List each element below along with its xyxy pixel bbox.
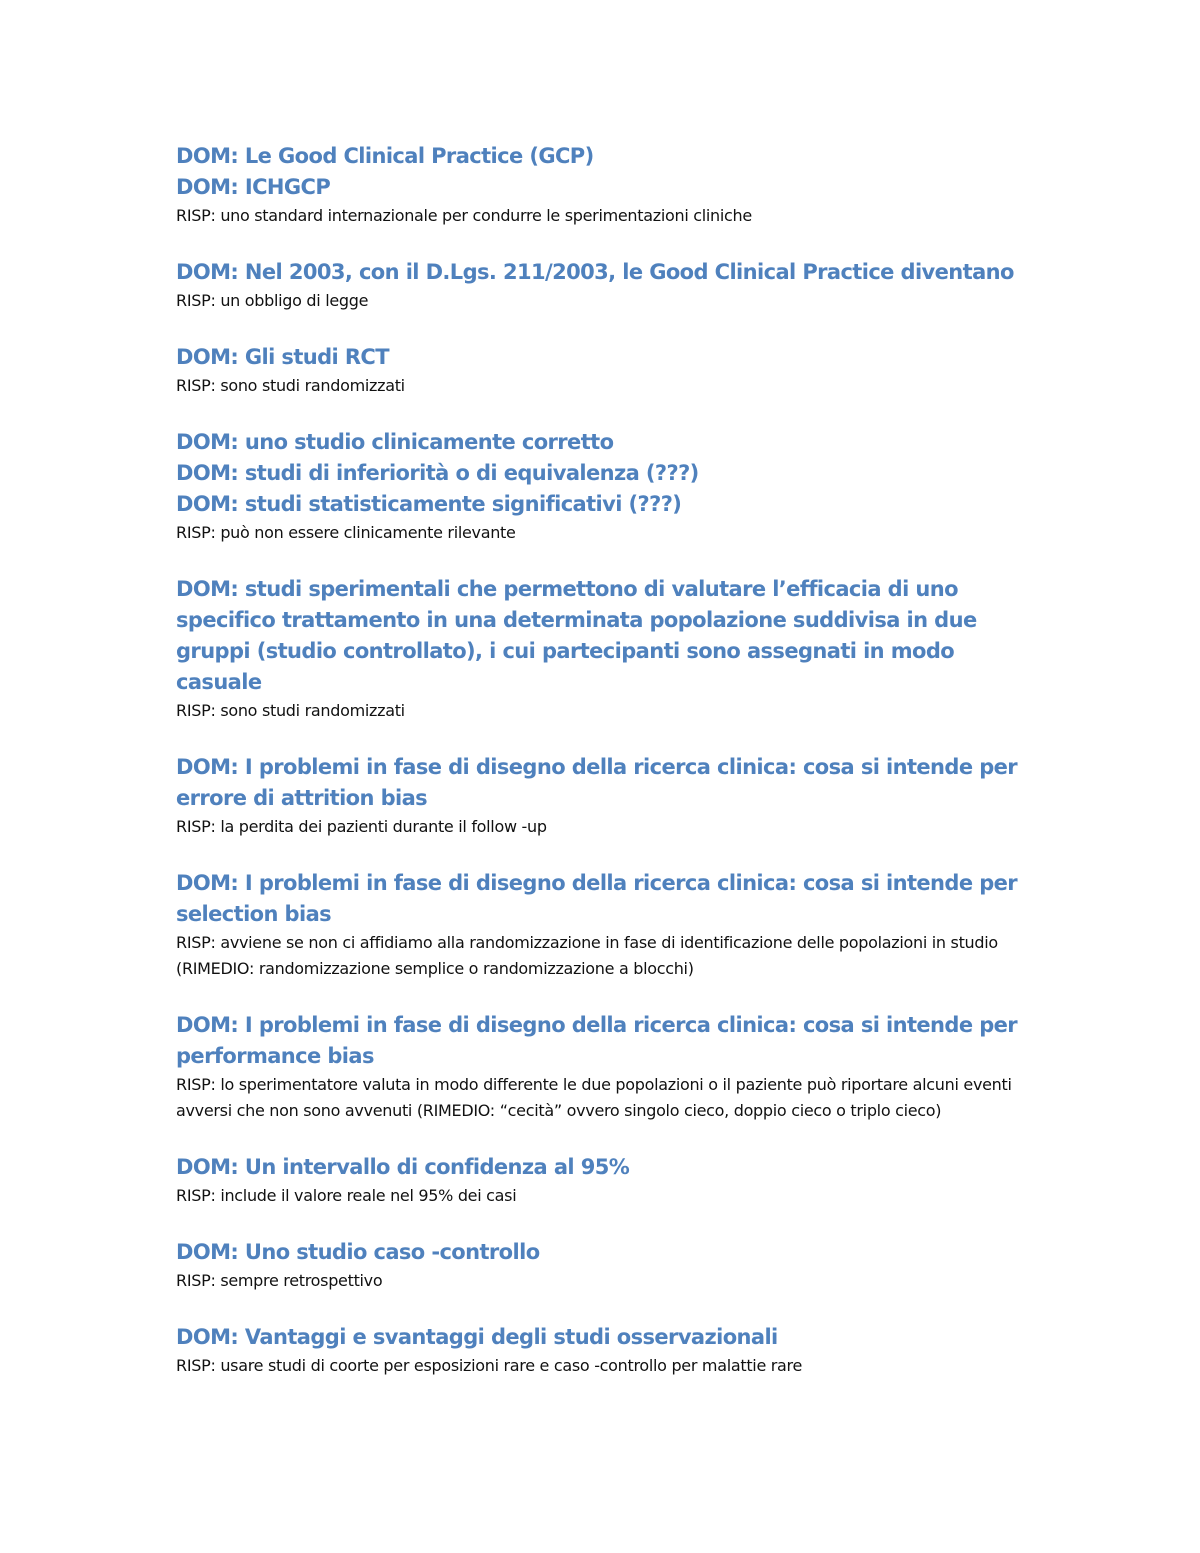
question: DOM: Gli studi RCT [176,345,389,369]
question: DOM: Uno studio caso -controllo [176,1240,540,1264]
qa-block [176,1010,1036,1124]
qa-block [176,141,1036,229]
question: DOM: Vantaggi e svantaggi degli studi osservazionali [176,1325,778,1349]
answer: RISP: usare studi di coorte per esposizioni rare e caso -controllo per malattie rare [176,1356,803,1375]
qa-block [176,427,1036,546]
question: DOM: ICHGCP [176,175,331,199]
answer: RISP: lo sperimentatore valuta in modo differente le due popolazioni o il paziente può riportare alcuni eventi avversi che non sono avvenuti (RIMEDIO: “cecità” ovvero singolo cieco, doppio cieco o triplo cieco) [176,1075,1012,1120]
question: DOM: studi di inferiorità o di equivalenza (???) [176,461,699,485]
question: DOM: Nel 2003, con il D.Lgs. 211/2003, le Good Clinical Practice diventano [176,260,1014,284]
question: DOM: studi statisticamente significativi (???) [176,492,682,516]
question: DOM: Un intervallo di confidenza al 95% [176,1155,630,1179]
qa-block [176,752,1036,840]
answer: RISP: sono studi randomizzati [176,701,405,720]
qa-block [176,574,1036,724]
qa-block [176,1322,1036,1379]
answer: RISP: può non essere clinicamente rilevante [176,523,516,542]
question: DOM: I problemi in fase di disegno della ricerca clinica: cosa si intende per errore di attrition bias [176,755,1018,810]
question: DOM: studi sperimentali che permettono di valutare l’efficacia di uno specifico trattamento in una determinata popolazione suddivisa in due gruppi (studio controllato), i cui partecipanti sono assegnati in modo casuale [176,577,977,694]
answer: RISP: sempre retrospettivo [176,1271,383,1290]
question: DOM: Le Good Clinical Practice (GCP) [176,144,594,168]
answer: RISP: un obbligo di legge [176,291,369,310]
qa-block [176,868,1036,982]
question: DOM: I problemi in fase di disegno della ricerca clinica: cosa si intende per performance bias [176,1013,1018,1068]
qa-block [176,1237,1036,1294]
question: DOM: I problemi in fase di disegno della ricerca clinica: cosa si intende per selection bias [176,871,1018,926]
answer: RISP: include il valore reale nel 95% dei casi [176,1186,517,1205]
qa-block [176,1152,1036,1209]
answer: RISP: sono studi randomizzati [176,376,405,395]
qa-block [176,342,1036,399]
qa-content [176,141,1036,1407]
answer: RISP: uno standard internazionale per condurre le sperimentazioni cliniche [176,206,752,225]
qa-block [176,257,1036,314]
question: DOM: uno studio clinicamente corretto [176,430,614,454]
answer: RISP: avviene se non ci affidiamo alla randomizzazione in fase di identificazione delle popolazioni in studio (RIMEDIO: randomizzazione semplice o randomizzazione a blocchi) [176,933,998,978]
answer: RISP: la perdita dei pazienti durante il follow -up [176,817,547,836]
